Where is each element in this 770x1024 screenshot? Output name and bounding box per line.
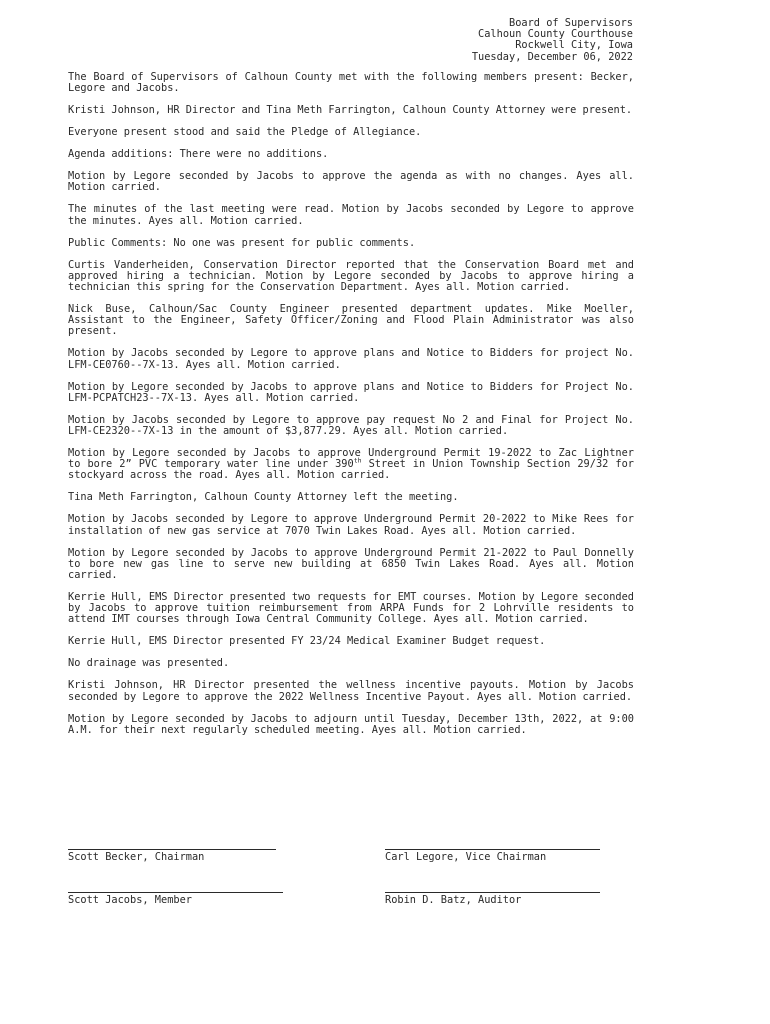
paragraph-ce0760-motion: Motion by Jacobs seconded by Legore to approve plans and Notice to Bidders for project No. LFM-CE0760--7X-13. Ayes all. Motion carried. xyxy=(68,347,634,371)
header-courthouse: Calhoun County Courthouse xyxy=(478,28,633,41)
permit-19-text-start: Motion by Legore seconded by Jacobs to approve Underground Permit 19-2022 to Zac Lightner to bore 2” PVC temporary water line under 390 xyxy=(68,447,634,471)
signature-vice-chairman xyxy=(385,849,600,863)
paragraph-pay-request-motion: Motion by Jacobs seconded by Legore to approve pay request No 2 and Final for Project No. LFM-CE2320--7X-13 in the amount of $3,877.29. Ayes all. Motion carried. xyxy=(68,413,634,438)
signature-member xyxy=(68,892,283,906)
paragraph-members-present: The Board of Supervisors of Calhoun County met with the following members present: Becker, Legore and Jacobs. xyxy=(68,71,634,95)
document-header xyxy=(472,18,633,63)
header-location: Rockwell City, Iowa xyxy=(515,39,633,52)
permit-19-text-end: Street in Union Township Section 29/32 for stockyard across the road. Ayes all. Motion carried. xyxy=(68,458,634,482)
header-date: Tuesday, December 06, 2022 xyxy=(471,50,633,63)
paragraph-conservation: Curtis Vanderheiden, Conservation Director reported that the Conservation Board met and approved hiring a technician. Motion by Legore seconded by Jacobs to approve hiring a technician this spring for the Conservation Department. Ayes all. Motion carried. xyxy=(68,258,634,294)
minutes-body xyxy=(68,72,634,747)
signature-name: Carl Legore, Vice Chairman xyxy=(385,851,547,863)
paragraph-medical-examiner: Kerrie Hull, EMS Director presented FY 23/24 Medical Examiner Budget request. xyxy=(68,635,546,648)
paragraph-minutes-motion: The minutes of the last meeting were read. Motion by Jacobs seconded by Legore to approve the minutes. Ayes all. Motion carried. xyxy=(68,203,634,227)
paragraph-agenda-additions: Agenda additions: There were no additions. xyxy=(68,148,329,161)
signature-auditor xyxy=(385,892,600,906)
header-board: Board of Supervisors xyxy=(509,17,633,29)
paragraph-staff-present: Kristi Johnson, HR Director and Tina Meth Farrington, Calhoun County Attorney were present. xyxy=(68,104,633,117)
paragraph-permit-21: Motion by Legore seconded by Jacobs to approve Underground Permit 21-2022 to Paul Donnelly to bore new gas line to serve new building at 6850 Twin Lakes Road. Ayes all. Motion carried. xyxy=(68,546,634,582)
paragraph-agenda-motion: Motion by Legore seconded by Jacobs to approve the agenda as with no changes. Ayes all. Motion carried. xyxy=(68,170,634,194)
paragraph-pledge: Everyone present stood and said the Pledge of Allegiance. xyxy=(68,126,422,139)
signature-line xyxy=(68,849,276,850)
signature-line xyxy=(385,849,600,850)
paragraph-permit-19 xyxy=(68,448,634,482)
signature-line xyxy=(385,892,600,893)
paragraph-permit-20: Motion by Jacobs seconded by Legore to approve Underground Permit 20-2022 to Mike Rees for installation of new gas service at 7070 Twin Lakes Road. Ayes all. Motion carried. xyxy=(68,513,634,537)
paragraph-drainage: No drainage was presented. xyxy=(68,657,230,670)
signature-line xyxy=(68,892,283,893)
signature-chairman xyxy=(68,849,276,863)
paragraph-adjourn: Motion by Legore seconded by Jacobs to adjourn until Tuesday, December 13th, 2022, at 9:00 A.M. for their next regularly scheduled meeting. Ayes all. Motion carried. xyxy=(68,712,634,736)
paragraph-attorney-left: Tina Meth Farrington, Calhoun County Attorney left the meeting. xyxy=(68,491,459,504)
paragraph-wellness: Kristi Johnson, HR Director presented the wellness incentive payouts. Motion by Jacobs seconded by Legore to approve the 2022 Wellness Incentive Payout. Ayes all. Motion carried. xyxy=(68,679,634,703)
paragraph-engineer-updates: Nick Buse, Calhoun/Sac County Engineer presented department updates. Mike Moeller, Assistant to the Engineer, Safety Officer/Zoning and Flood Plain Administrator was also present. xyxy=(68,303,634,338)
permit-19-superscript: th xyxy=(353,456,362,465)
signature-name: Scott Jacobs, Member xyxy=(68,894,192,906)
signature-name: Robin D. Batz, Auditor xyxy=(385,894,522,906)
paragraph-public-comments: Public Comments: No one was present for public comments. xyxy=(68,236,416,249)
paragraph-emt-courses: Kerrie Hull, EMS Director presented two requests for EMT courses. Motion by Legore seconded by Jacobs to approve tuition reimbursement from ARPA Funds for 2 Lohrville residents to attend IMT courses through Iowa Central Community College. Ayes all. Motion carried. xyxy=(68,591,634,626)
signature-name: Scott Becker, Chairman xyxy=(68,851,205,863)
paragraph-pcpatch-motion: Motion by Legore seconded by Jacobs to approve plans and Notice to Bidders for Project No. LFM-PCPATCH23--7X-13. Ayes all. Motion carried. xyxy=(68,380,634,404)
